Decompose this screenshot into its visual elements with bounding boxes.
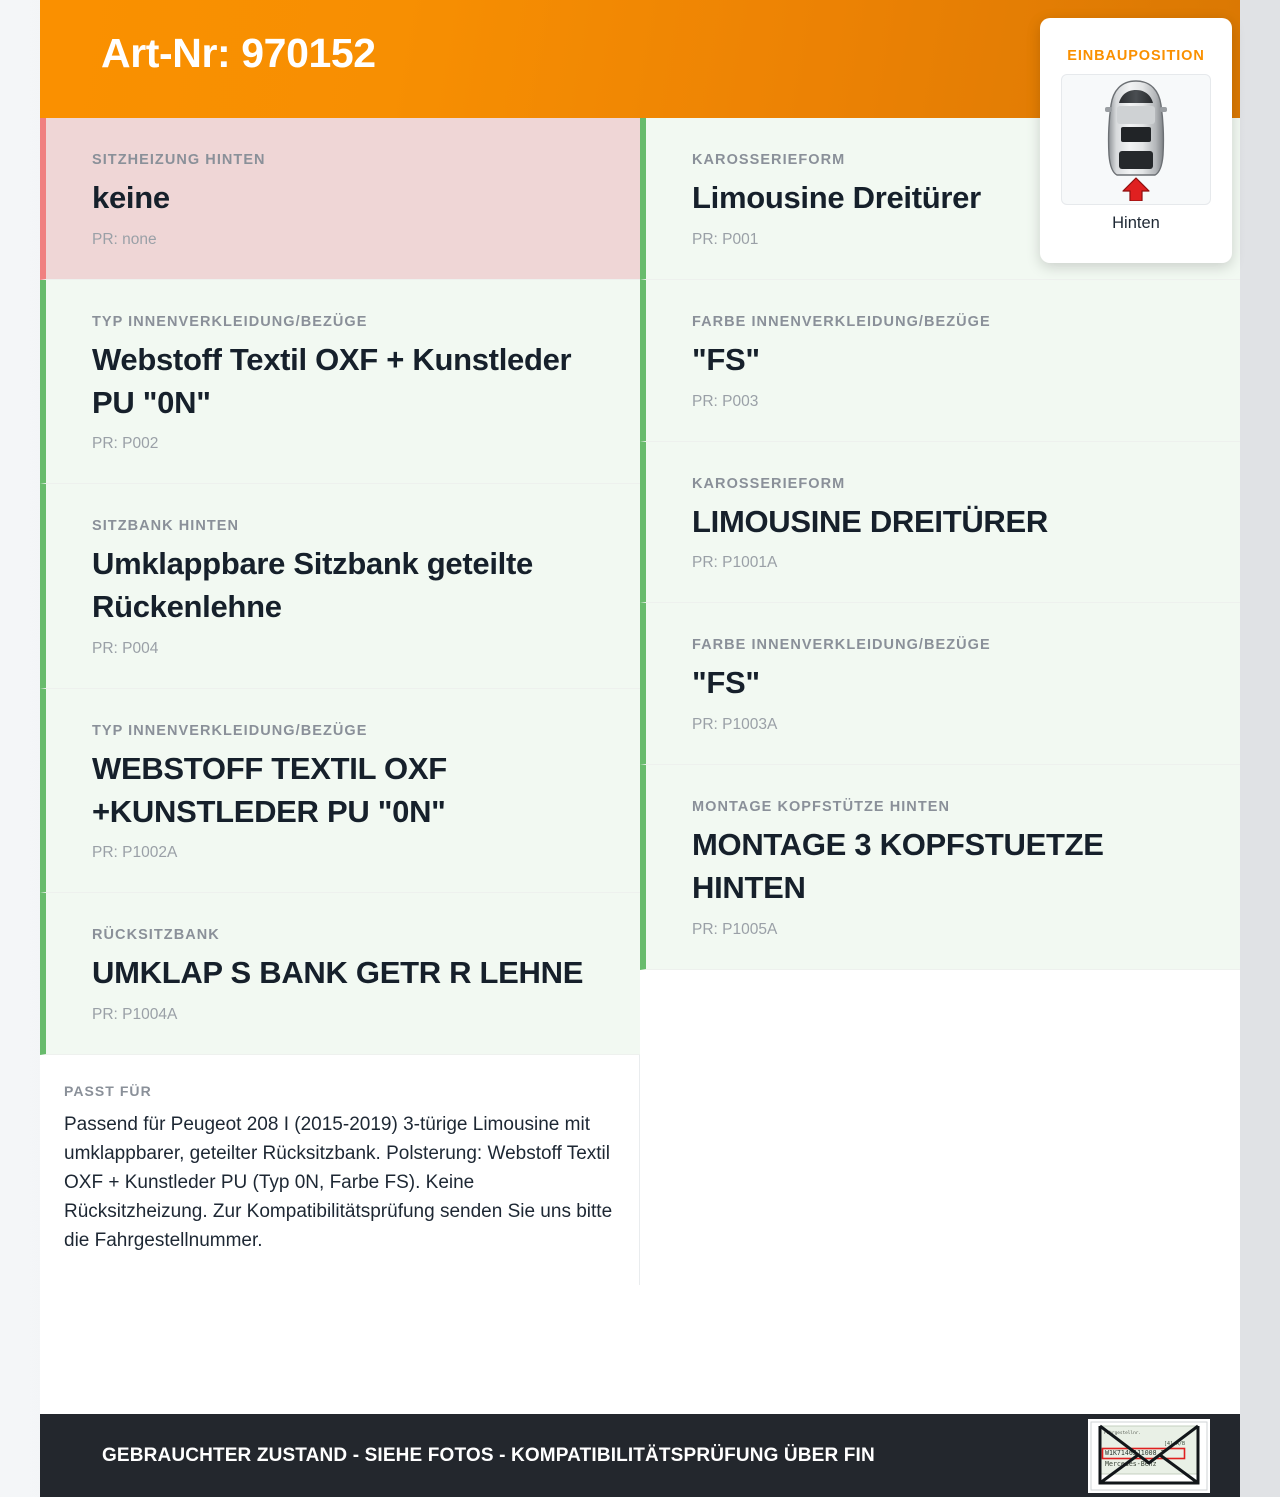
svg-text:W1K7146JJ1008 7: W1K7146JJ1008 7 xyxy=(1105,1449,1165,1457)
spec-label: TYP INNENVERKLEIDUNG/BEZÜGE xyxy=(92,313,368,330)
svg-text:Fahrgestellnr.: Fahrgestellnr. xyxy=(1104,1431,1142,1436)
spec-label: FARBE INNENVERKLEIDUNG/BEZÜGE xyxy=(692,313,991,330)
spec-card xyxy=(640,280,1240,442)
spec-pr-code: PR: P1002A xyxy=(92,844,178,862)
spec-label: FARBE INNENVERKLEIDUNG/BEZÜGE xyxy=(692,637,991,654)
spec-value: UMKLAP S BANK GETR R LEHNE xyxy=(92,955,584,991)
spec-label: RÜCKSITZBANK xyxy=(92,927,220,944)
spec-pr-code: PR: P1003A xyxy=(692,716,778,734)
svg-text:[4] A/B: [4] A/B xyxy=(1164,1441,1186,1447)
spec-value: "FS" xyxy=(692,341,760,377)
spec-pr-code: PR: P004 xyxy=(92,639,159,657)
spec-value: keine xyxy=(92,180,170,215)
spec-label: SITZBANK HINTEN xyxy=(92,518,240,535)
svg-text:Mercedes-Benz: Mercedes-Benz xyxy=(1105,1460,1157,1468)
passt-fuer-text: Passend für Peugeot 208 I (2015-2019) 3-türige Limousine mit umklappbarer, geteilter Rücksitzbank. Polsterung: Webstoff Textil OXF + Kunstleder PU (Typ 0N, Farbe FS). Keine Rücksitzheizung. Zur Kompatibilitätsprüfung senden Sie uns bitte die Fahrgestellnummer. xyxy=(64,1114,613,1251)
spec-pr-code: PR: P1001A xyxy=(692,554,778,572)
spec-pr-code: PR: none xyxy=(92,230,157,248)
spec-card xyxy=(640,765,1240,970)
spec-card xyxy=(640,603,1240,765)
spec-value: MONTAGE 3 KOPFSTUETZE HINTEN xyxy=(692,827,1104,905)
passt-fuer-section xyxy=(40,1055,640,1285)
spec-pr-code: PR: P003 xyxy=(692,392,759,410)
spec-pr-code: PR: P001 xyxy=(692,230,759,248)
einbauposition-card[interactable] xyxy=(1040,18,1232,263)
einbauposition-image-box xyxy=(1061,74,1211,205)
spec-value: LIMOUSINE DREITÜRER xyxy=(692,503,1048,539)
envelope-with-vehicle-registration-fin-icon xyxy=(1090,1431,1208,1495)
spec-value: Limousine Dreitürer xyxy=(692,180,981,215)
spec-column-left xyxy=(40,118,640,1055)
einbauposition-title: EINBAUPOSITION xyxy=(1067,48,1205,64)
spec-label: KAROSSERIEFORM xyxy=(692,152,846,168)
spec-card xyxy=(40,280,640,485)
product-spec-sheet xyxy=(40,0,1240,1497)
spec-value: "FS" xyxy=(692,665,760,701)
spec-card xyxy=(40,118,640,280)
spec-card xyxy=(640,442,1240,604)
spec-label: KAROSSERIEFORM xyxy=(692,475,846,492)
spec-value: WEBSTOFF TEXTIL OXF +KUNSTLEDER PU "0N" xyxy=(92,750,447,829)
page-title: Art-Nr: 970152 xyxy=(101,30,376,76)
footer-bar xyxy=(40,1414,1240,1497)
passt-fuer-label: PASST FÜR xyxy=(64,1083,152,1099)
spec-label: MONTAGE KOPFSTÜTZE HINTEN xyxy=(692,799,950,816)
spec-label: SITZHEIZUNG HINTEN xyxy=(92,152,266,168)
footer-notice: GEBRAUCHTER ZUSTAND - SIEHE FOTOS - KOMPATIBILITÄTSPRÜFUNG ÜBER FIN xyxy=(102,1445,875,1466)
spec-card xyxy=(40,484,640,689)
spec-pr-code: PR: P1004A xyxy=(92,1006,178,1024)
einbauposition-caption: Hinten xyxy=(1112,214,1160,232)
spec-pr-code: PR: P1005A xyxy=(692,920,778,938)
fin-envelope-badge[interactable] xyxy=(1088,1419,1210,1493)
spec-card xyxy=(40,893,640,1055)
spec-card xyxy=(40,689,640,894)
spec-label: TYP INNENVERKLEIDUNG/BEZÜGE xyxy=(92,722,368,739)
spec-value: Umklappbare Sitzbank geteilte Rückenlehne xyxy=(92,546,533,625)
spec-pr-code: PR: P002 xyxy=(92,435,159,453)
spec-value: Webstoff Textil OXF + Kunstleder PU "0N" xyxy=(92,341,572,420)
